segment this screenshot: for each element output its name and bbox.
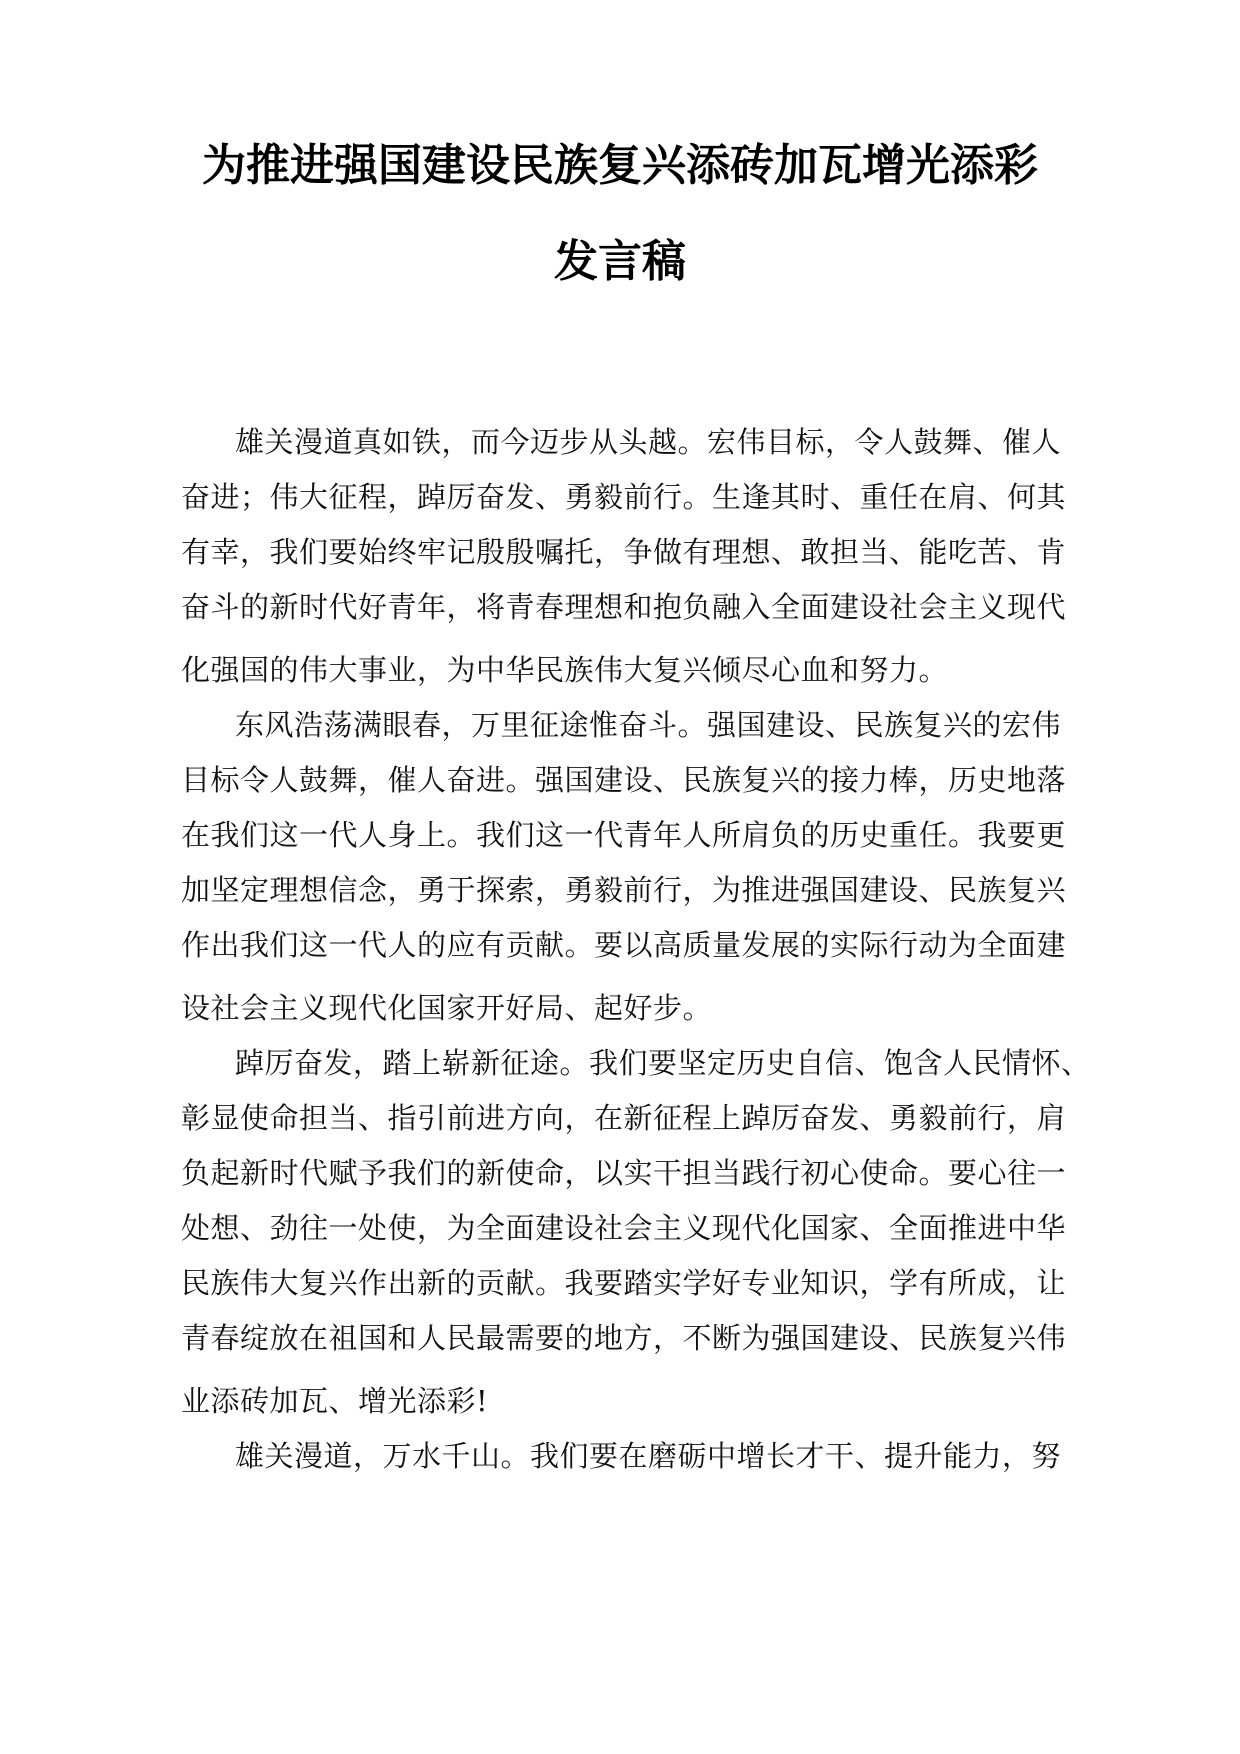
paragraph-line: 有幸，我们要始终牢记殷殷嘱托，争做有理想、敢担当、能吃苦、肯 xyxy=(181,535,1067,569)
paragraph-line: 作出我们这一代人的应有贡献。要以高质量发展的实际行动为全面建 xyxy=(181,928,1067,962)
paragraph-line: 化强国的伟大事业，为中华民族伟大复兴倾尽心血和努力。 xyxy=(181,653,949,687)
paragraph-2 xyxy=(181,698,1067,1036)
paragraph-line: 民族伟大复兴作出新的贡献。我要踏实学好专业知识，学有所成，让 xyxy=(181,1266,1067,1300)
title-line-2: 发言稿 xyxy=(554,236,686,287)
document-title xyxy=(0,118,1240,310)
paragraph-line: 目标令人鼓舞，催人奋进。强国建设、民族复兴的接力棒，历史地落 xyxy=(181,763,1067,797)
paragraph-line: 奋斗的新时代好青年，将青春理想和抱负融入全面建设社会主义现代 xyxy=(181,590,1067,624)
paragraph-line: 处想、劲往一处使，为全面建设社会主义现代化国家、全面推进中华 xyxy=(181,1211,1067,1245)
paragraph-line: 设社会主义现代化国家开好局、起好步。 xyxy=(181,991,713,1025)
paragraph-line: 彰显使命担当、指引前进方向，在新征程上踔厉奋发、勇毅前行，肩 xyxy=(181,1101,1067,1135)
paragraph-4 xyxy=(181,1429,1061,1484)
paragraph-line: 踔厉奋发，踏上崭新征途。我们要坚定历史自信、饱含人民情怀、 xyxy=(235,1046,1091,1080)
paragraph-line: 业添砖加瓦、增光添彩! xyxy=(181,1384,489,1418)
paragraph-line: 雄关漫道真如铁，而今迈步从头越。宏伟目标，令人鼓舞、催人 xyxy=(235,425,1062,459)
paragraph-3 xyxy=(181,1036,1091,1429)
paragraph-line: 东风浩荡满眼春，万里征途惟奋斗。强国建设、民族复兴的宏伟 xyxy=(235,708,1062,742)
paragraph-1 xyxy=(181,415,1067,698)
title-line-1: 为推进强国建设民族复兴添砖加瓦增光添彩 xyxy=(202,140,1038,191)
document-body xyxy=(181,415,1091,1484)
paragraph-line: 奋进；伟大征程，踔厉奋发、勇毅前行。生逢其时、重任在肩、何其 xyxy=(181,480,1067,514)
paragraph-line: 负起新时代赋予我们的新使命，以实干担当践行初心使命。要心往一 xyxy=(181,1156,1067,1190)
paragraph-line: 加坚定理想信念，勇于探索，勇毅前行，为推进强国建设、民族复兴 xyxy=(181,873,1067,907)
paragraph-line: 雄关漫道，万水千山。我们要在磨砺中增长才干、提升能力，努 xyxy=(235,1439,1062,1473)
paragraph-line: 青春绽放在祖国和人民最需要的地方，不断为强国建设、民族复兴伟 xyxy=(181,1321,1067,1355)
paragraph-line: 在我们这一代人身上。我们这一代青年人所肩负的历史重任。我要更 xyxy=(181,818,1067,852)
